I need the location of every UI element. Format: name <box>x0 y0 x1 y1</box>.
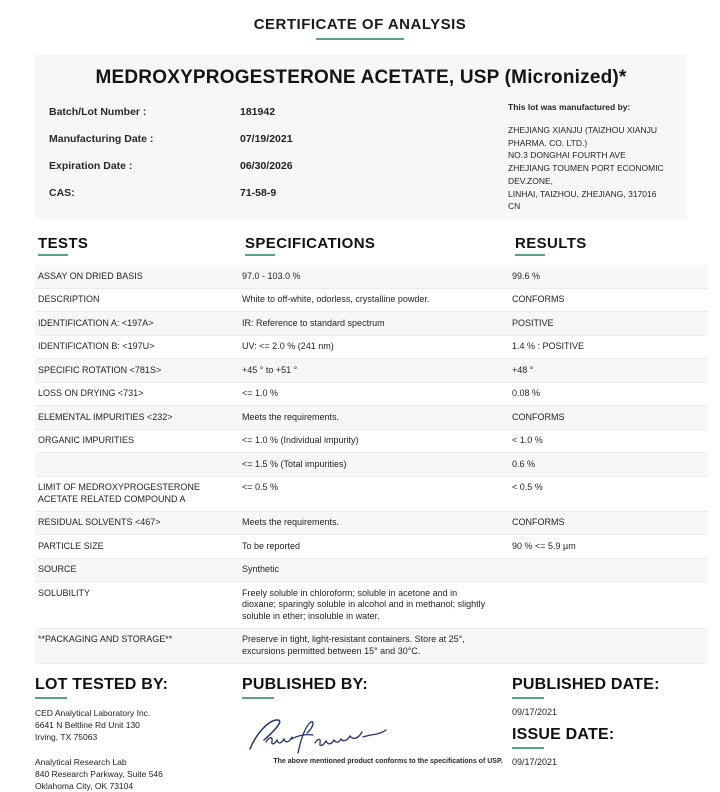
spec-table-body <box>35 265 708 664</box>
test-text: IDENTIFICATION A: <197A> <box>38 317 154 328</box>
table-row <box>35 512 708 536</box>
test-cell <box>38 271 242 283</box>
product-field-label: Expiration Date : <box>49 159 133 172</box>
spec-cell <box>242 365 512 377</box>
lot-tested-by-underline <box>35 697 67 699</box>
specifications-header-label: SPECIFICATIONS <box>245 235 376 252</box>
result-cell <box>512 435 708 447</box>
spec-text: IR: Reference to standard spectrum <box>242 317 385 328</box>
test-text: **PACKAGING AND STORAGE** <box>38 634 173 645</box>
spec-cell <box>242 634 512 657</box>
spec-text: Freely soluble in chloroform; soluble in acetone and in dioxane; sparingly soluble in alcohol and in methanol; slightly soluble in ether; insoluble in water. <box>242 587 486 621</box>
spec-table-section <box>35 235 708 664</box>
spec-cell <box>242 517 512 529</box>
tests-header-underline <box>38 254 68 256</box>
test-text: SOURCE <box>38 564 77 575</box>
test-cell <box>38 564 242 576</box>
table-row <box>35 477 708 512</box>
test-text: SPECIFIC ROTATION <781S> <box>38 364 162 375</box>
result-cell <box>512 318 708 330</box>
spec-cell <box>242 482 512 505</box>
published-date-underline <box>512 697 544 699</box>
test-text: RESIDUAL SOLVENTS <467> <box>38 517 161 528</box>
lab-address-list <box>35 707 242 792</box>
table-row <box>35 265 708 289</box>
test-cell <box>38 294 242 306</box>
spec-cell <box>242 412 512 424</box>
result-cell <box>512 517 708 529</box>
product-field-label: Manufacturing Date : <box>49 132 154 145</box>
product-title: MEDROXYPROGESTERONE ACETATE, USP (Micronized)* <box>95 67 627 88</box>
lab-address-line: 840 Research Parkway, Suite 546 <box>35 769 163 780</box>
column-header-results <box>515 235 708 256</box>
product-field-value: 71-58-9 <box>240 186 277 199</box>
result-cell <box>512 634 708 657</box>
table-row <box>35 559 708 583</box>
spec-text: White to off-white, odorless, crystalline powder. <box>242 294 430 305</box>
spec-text: To be reported <box>242 540 301 551</box>
certificate-footer <box>35 676 708 792</box>
test-cell <box>38 459 242 471</box>
test-cell <box>38 588 242 623</box>
spec-text: <= 1.0 % <box>242 388 279 399</box>
result-cell <box>512 541 708 553</box>
dates-column <box>512 676 708 792</box>
manufacturer-address-line: LINHAI, TAIZHOU, ZHEJIANG, 317016 <box>508 188 657 199</box>
spec-text: Meets the requirements. <box>242 517 340 528</box>
result-cell <box>512 482 708 505</box>
table-row <box>35 383 708 407</box>
column-header-specifications <box>245 235 515 256</box>
spec-table-header-row <box>35 235 708 256</box>
lab-address-line: 6641 N Beltline Rd Unit 130 <box>35 719 140 730</box>
spec-cell <box>242 541 512 553</box>
issue-date-underline <box>512 747 544 749</box>
published-by-underline <box>242 697 274 699</box>
table-row <box>35 359 708 383</box>
spec-cell <box>242 588 512 623</box>
manufacturer-heading: This lot was manufactured by: <box>508 102 631 112</box>
lab-address-line: CED Analytical Laboratory Inc. <box>35 707 151 718</box>
spec-cell <box>242 459 512 471</box>
results-header-underline <box>515 254 545 256</box>
table-row <box>35 535 708 559</box>
manufacturer-address-line: CN <box>508 201 521 212</box>
tests-header-label: TESTS <box>38 235 89 252</box>
issue-date-heading: ISSUE DATE: <box>512 725 615 743</box>
title-underline <box>316 38 404 40</box>
published-by-heading: PUBLISHED BY: <box>242 675 368 693</box>
manufacturer-address-line: ZHEJIANG XIANJU (TAIZHOU XIANJU <box>508 124 658 135</box>
result-text: +48 ° <box>512 364 534 375</box>
result-text: 0.6 % <box>512 458 536 469</box>
spec-cell <box>242 388 512 400</box>
test-text: ASSAY ON DRIED BASIS <box>38 270 143 281</box>
lot-tested-by-column <box>35 676 242 792</box>
product-field-label: CAS: <box>49 186 75 199</box>
result-cell <box>512 271 708 283</box>
result-text: 99.6 % <box>512 270 541 281</box>
manufacturer-address-line: PHARMA. CO. LTD.) <box>508 137 588 148</box>
result-text: POSITIVE <box>512 317 554 328</box>
spec-cell <box>242 271 512 283</box>
test-cell <box>38 634 242 657</box>
results-header-label: RESULTS <box>515 235 587 252</box>
test-cell <box>38 517 242 529</box>
result-text: CONFORMS <box>512 411 565 422</box>
spec-text: Meets the requirements. <box>242 411 340 422</box>
table-row <box>35 406 708 430</box>
lab-address-line: Irving, TX 75063 <box>35 731 98 742</box>
published-by-column <box>242 676 512 792</box>
lab-address-line: Oklahoma City, OK 73104 <box>35 781 134 792</box>
table-row <box>35 629 708 664</box>
result-cell <box>512 588 708 623</box>
spec-cell <box>242 318 512 330</box>
product-field-value: 06/30/2026 <box>240 159 293 172</box>
specifications-header-underline <box>245 254 275 256</box>
spec-cell <box>242 564 512 576</box>
published-date-value: 09/17/2021 <box>512 706 558 717</box>
test-cell <box>38 412 242 424</box>
spec-cell <box>242 341 512 353</box>
spec-text: <= 0.5 % <box>242 482 279 493</box>
test-cell <box>38 482 242 505</box>
manufacturer-address-line: ZHEJIANG TOUMEN PORT ECONOMIC <box>508 163 664 173</box>
result-text: 1.4 % : POSITIVE <box>512 341 585 352</box>
spec-text: +45 ° to +51 ° <box>242 364 298 375</box>
product-field-label: Batch/Lot Number : <box>49 105 147 118</box>
table-row <box>35 453 708 477</box>
manufacturer-address <box>508 124 688 213</box>
test-text: LIMIT OF MEDROXYPROGESTERONE ACETATE RELATED COMPOUND A <box>38 482 200 504</box>
result-cell <box>512 564 708 576</box>
result-cell <box>512 388 708 400</box>
conformance-footnote: The above mentioned product conforms to the specifications of USP. <box>273 758 503 765</box>
manufacturer-address-line: DEV.ZONE, <box>508 175 554 186</box>
issue-date-value: 09/17/2021 <box>512 756 558 767</box>
test-cell <box>38 388 242 400</box>
test-text: LOSS ON DRYING <731> <box>38 388 144 399</box>
spec-text: 97.0 - 103.0 % <box>242 270 301 281</box>
test-text: DESCRIPTION <box>38 294 100 305</box>
table-row <box>35 289 708 313</box>
signature-image <box>242 713 402 759</box>
test-text: IDENTIFICATION B: <197U> <box>38 341 155 352</box>
spec-cell <box>242 294 512 306</box>
product-field-value: 07/19/2021 <box>240 132 293 145</box>
spec-text: UV: <= 2.0 % (241 nm) <box>242 341 334 352</box>
manufacturer-block <box>508 101 688 213</box>
lab-address-block <box>35 707 242 743</box>
page-title: CERTIFICATE OF ANALYSIS <box>253 16 467 33</box>
test-text: ELEMENTAL IMPURITIES <232> <box>38 411 173 422</box>
test-text: ORGANIC IMPURITIES <box>38 435 135 446</box>
spec-text: Preserve in tight, light-resistant containers. Store at 25°, excursions permitted between 15° and 30°C. <box>242 634 465 656</box>
test-cell <box>38 541 242 553</box>
spec-cell <box>242 435 512 447</box>
result-cell <box>512 341 708 353</box>
result-text: CONFORMS <box>512 294 565 305</box>
test-text: SOLUBILITY <box>38 587 91 598</box>
test-cell <box>38 435 242 447</box>
test-text: PARTICLE SIZE <box>38 540 104 551</box>
table-row <box>35 336 708 360</box>
spec-text: Synthetic <box>242 564 280 575</box>
test-cell <box>38 318 242 330</box>
manufacturer-address-line: NO.3 DONGHAI FOURTH AVE <box>508 150 626 161</box>
product-field-value: 181942 <box>240 105 276 118</box>
result-text: 90 % <= 5.9 µm <box>512 540 576 551</box>
table-row <box>35 312 708 336</box>
published-date-heading: PUBLISHED DATE: <box>512 675 660 693</box>
result-text: < 0.5 % <box>512 482 543 493</box>
spec-text: <= 1.0 % (Individual impurity) <box>242 435 359 446</box>
test-cell <box>38 341 242 353</box>
result-cell <box>512 459 708 471</box>
result-cell <box>512 412 708 424</box>
column-header-tests <box>38 235 245 256</box>
result-text: < 1.0 % <box>512 435 543 446</box>
result-cell <box>512 294 708 306</box>
product-panel <box>35 54 687 219</box>
result-text: 0.08 % <box>512 388 541 399</box>
product-panel-body <box>35 98 687 210</box>
table-row <box>35 582 708 629</box>
table-row <box>35 430 708 454</box>
lab-address-line: Analytical Research Lab <box>35 756 127 767</box>
lot-tested-by-heading: LOT TESTED BY: <box>35 675 169 693</box>
result-text: CONFORMS <box>512 517 565 528</box>
result-cell <box>512 365 708 377</box>
spec-text: <= 1.5 % (Total impurities) <box>242 458 347 469</box>
test-cell <box>38 365 242 377</box>
